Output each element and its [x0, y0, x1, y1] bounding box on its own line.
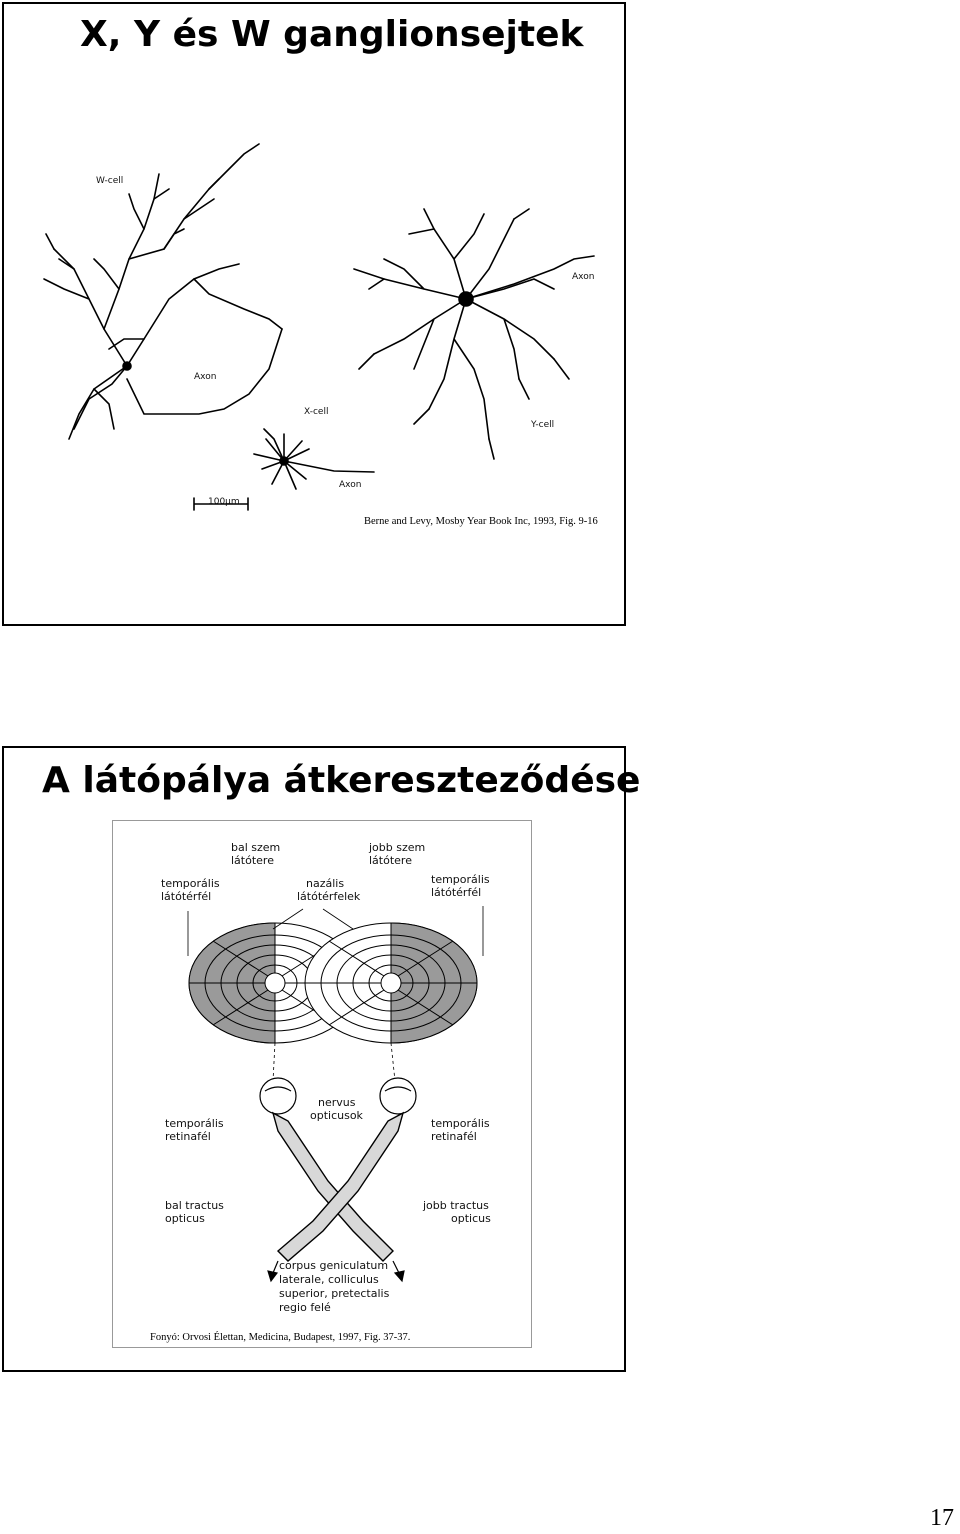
- label-right-tract-2: opticus: [451, 1212, 491, 1225]
- label-nasal-2: látótérfelek: [297, 890, 361, 903]
- w-axon-label: Axon: [194, 372, 217, 382]
- label-temporal-retina-right: temporális: [431, 1117, 490, 1130]
- label-right-eye-field-2: látótere: [369, 854, 412, 867]
- x-cell-label: X-cell: [304, 407, 329, 417]
- label-temporal-left: temporális: [161, 877, 220, 890]
- label-nervus: nervus: [318, 1096, 356, 1109]
- label-temporal-retina-left-2: retinafél: [165, 1130, 211, 1143]
- label-target-4: regio felé: [279, 1301, 331, 1314]
- label-left-eye-field-2: látótere: [231, 854, 274, 867]
- optic-pathway-svg: [113, 821, 531, 1347]
- y-cell-label: Y-cell: [531, 420, 555, 430]
- slide-title: A látópálya átkereszteződése: [42, 760, 641, 801]
- label-temporal-retina-right-2: retinafél: [431, 1130, 477, 1143]
- label-nervus-2: opticusok: [310, 1109, 363, 1122]
- label-target-3: superior, pretectalis: [279, 1287, 390, 1300]
- x-axon-label: Axon: [339, 480, 362, 490]
- y-cell-drawing: [354, 209, 594, 459]
- label-temporal-right: temporális: [431, 873, 490, 886]
- optic-nerves: [273, 1113, 403, 1261]
- slide-title: X, Y és W ganglionsejtek: [80, 14, 584, 55]
- figure-labels: [161, 841, 491, 1314]
- label-temporal-right-2: látótérfél: [431, 886, 482, 899]
- y-axon-label: Axon: [572, 272, 595, 282]
- label-right-eye-field: jobb szem: [369, 841, 426, 854]
- w-cell-label: W-cell: [96, 176, 124, 186]
- label-target-1: corpus geniculatum: [279, 1259, 389, 1272]
- w-cell-drawing: [44, 144, 282, 439]
- slide-ganglion-cells: [2, 2, 626, 626]
- figure-caption: Fonyó: Orvosi Élettan, Medicina, Budapest, 1997, Fig. 37-37.: [150, 1332, 411, 1343]
- slide-optic-chiasm: [2, 746, 641, 1372]
- label-target-2: laterale, colliculus: [279, 1273, 379, 1286]
- ganglion-cells-figure: [34, 139, 604, 519]
- scale-bar-label: 100μm: [208, 497, 240, 507]
- right-visual-field: [305, 923, 477, 1043]
- label-left-tract-2: opticus: [165, 1212, 205, 1225]
- label-nasal: nazális: [306, 877, 345, 890]
- label-temporal-left-2: látótérfél: [161, 890, 212, 903]
- label-temporal-retina-left: temporális: [165, 1117, 224, 1130]
- label-left-eye-field: bal szem: [231, 841, 281, 854]
- optic-pathway-figure: [112, 820, 532, 1348]
- label-left-tract: bal tractus: [165, 1199, 224, 1212]
- figure-caption: Berne and Levy, Mosby Year Book Inc, 1993, Fig. 9-16: [364, 516, 598, 527]
- label-right-tract: jobb tractus: [423, 1199, 489, 1212]
- page-number: 17: [930, 1505, 954, 1531]
